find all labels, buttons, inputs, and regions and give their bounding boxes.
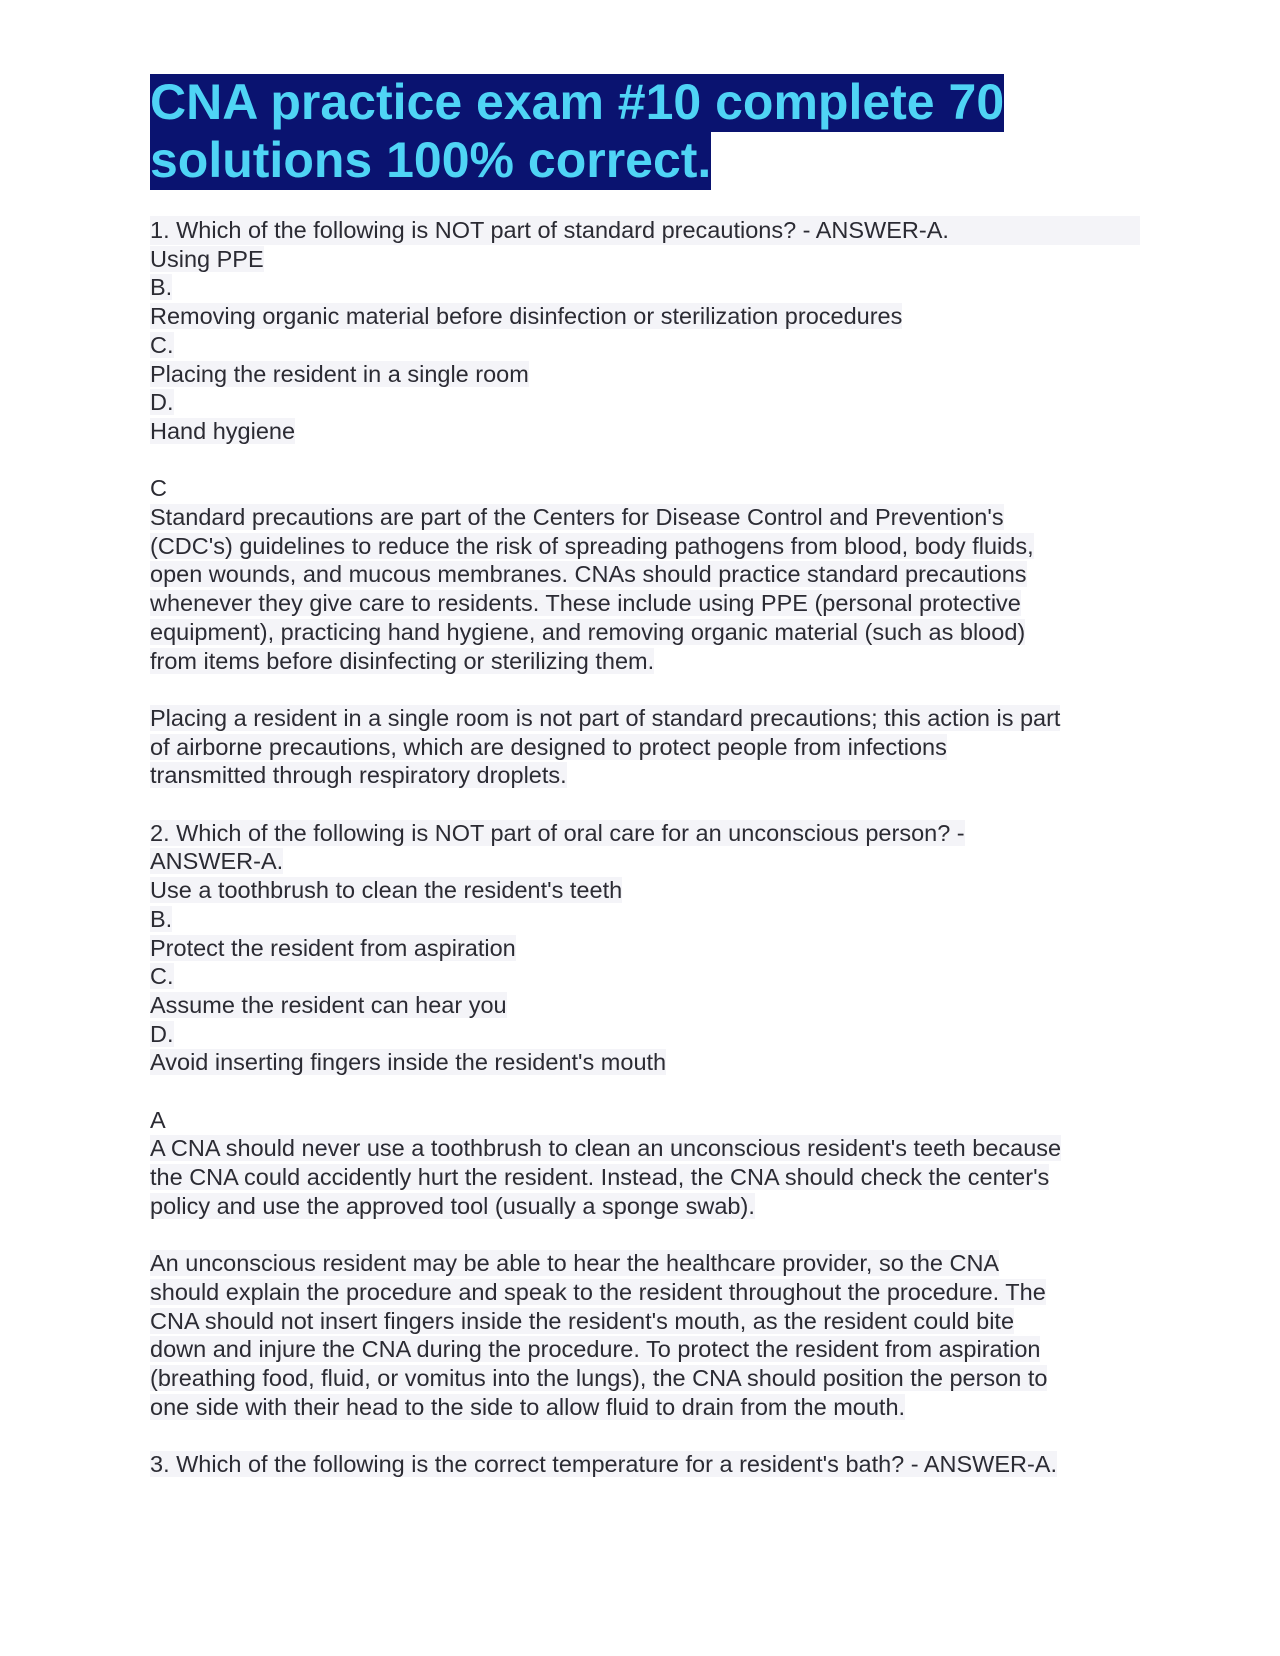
question-1-text: 1. Which of the following is NOT part of standard precautions? - ANSWER-A. — [150, 216, 1140, 245]
question-2-label-c: C. — [150, 963, 174, 990]
question-1-label-b: B. — [150, 274, 173, 301]
question-1 — [150, 216, 1140, 819]
question-3-text: 3. Which of the following is the correct temperature for a resident's bath? - ANSWER-A. — [150, 1451, 1058, 1478]
question-1-label-d: D. — [150, 389, 174, 416]
question-2-text-cont: ANSWER-A. — [150, 848, 284, 875]
question-1-explanation-line: (CDC's) guidelines to reduce the risk of spreading pathogens from blood, body fluids, — [150, 532, 1034, 559]
question-1-explanation-line: open wounds, and mucous membranes. CNAs should practice standard precautions — [150, 561, 1027, 588]
question-2-option-c: Assume the resident can hear you — [150, 991, 507, 1018]
question-1-option-b: Removing organic material before disinfection or sterilization procedures — [150, 303, 903, 330]
question-1-answer: C — [150, 475, 167, 502]
question-1-explanation-line: transmitted through respiratory droplets. — [150, 762, 567, 789]
question-1-option-c: Placing the resident in a single room — [150, 360, 529, 387]
question-1-explanation-line: whenever they give care to residents. These include using PPE (personal protective — [150, 590, 1021, 617]
question-2-explanation-line: A CNA should never use a toothbrush to clean an unconscious resident's teeth because — [150, 1135, 1062, 1162]
question-2-explanation-line: should explain the procedure and speak to the resident throughout the procedure. The — [150, 1278, 1046, 1305]
question-1-explanation-line: Standard precautions are part of the Centers for Disease Control and Prevention's — [150, 504, 1004, 531]
question-1-option-d: Hand hygiene — [150, 417, 296, 444]
question-2-option-d: Avoid inserting fingers inside the resident's mouth — [150, 1049, 667, 1076]
question-2 — [150, 819, 1140, 1450]
question-2-text: 2. Which of the following is NOT part of oral care for an unconscious person? - — [150, 819, 965, 846]
question-2-explanation-line: (breathing food, fluid, or vomitus into the lungs), the CNA should position the person to — [150, 1365, 1048, 1392]
title-line-1: CNA practice exam #10 complete 70 — [150, 74, 1005, 130]
question-1-explanation-line: Placing a resident in a single room is not part of standard precautions; this action is part — [150, 704, 1061, 731]
question-1-label-c: C. — [150, 331, 174, 358]
question-2-explanation-line: one side with their head to the side to allow fluid to drain from the mouth. — [150, 1393, 906, 1420]
question-2-label-d: D. — [150, 1020, 174, 1047]
question-1-explanation-line: of airborne precautions, which are designed to protect people from infections — [150, 733, 947, 760]
document-title — [150, 74, 1140, 190]
question-2-option-a: Use a toothbrush to clean the resident's teeth — [150, 877, 623, 904]
title-line-2: solutions 100% correct. — [150, 132, 712, 188]
question-1-option-a: Using PPE — [150, 245, 264, 272]
question-2-explanation-line: An unconscious resident may be able to hear the healthcare provider, so the CNA — [150, 1250, 1000, 1277]
question-3 — [150, 1450, 1140, 1479]
question-2-answer: A — [150, 1106, 166, 1133]
question-2-label-b: B. — [150, 905, 173, 932]
question-1-explanation-line: equipment), practicing hand hygiene, and removing organic material (such as blood) — [150, 618, 1026, 645]
question-1-explanation-line: from items before disinfecting or sterilizing them. — [150, 647, 655, 674]
document-page — [150, 74, 1140, 1479]
question-2-explanation-line: the CNA could accidently hurt the resident. Instead, the CNA should check the center's — [150, 1164, 1050, 1191]
question-2-explanation-line: CNA should not insert fingers inside the resident's mouth, as the resident could bite — [150, 1307, 1015, 1334]
question-2-option-b: Protect the resident from aspiration — [150, 934, 516, 961]
question-2-explanation-line: down and injure the CNA during the procedure. To protect the resident from aspiration — [150, 1336, 1041, 1363]
question-2-explanation-line: policy and use the approved tool (usually a sponge swab). — [150, 1192, 755, 1219]
